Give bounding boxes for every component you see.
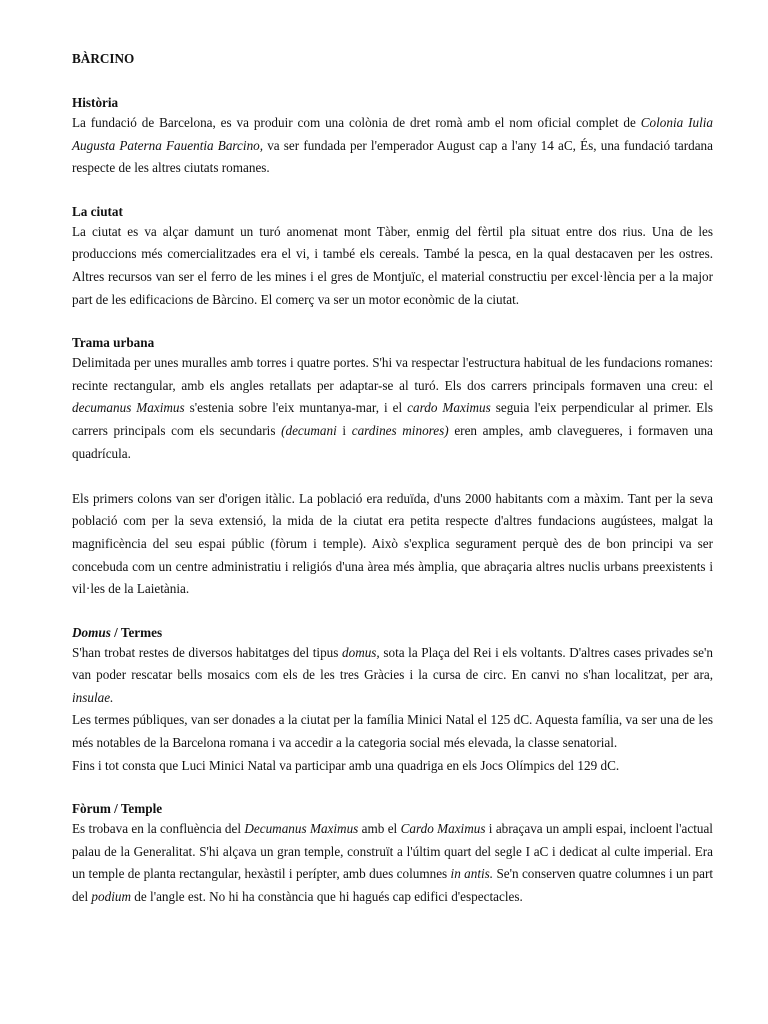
paragraph bbox=[72, 709, 713, 754]
text-run: i bbox=[336, 422, 352, 438]
section bbox=[72, 800, 713, 908]
document-body bbox=[72, 94, 713, 909]
text-run: Les termes públiques, van ser donades a la ciutat per la família Minici Natal el 125 dC. Aquesta família, va ser una de les més notables de la Barcelona romana i va accedir a la categoria social més elevada, la classe senatorial. bbox=[72, 712, 713, 751]
text-run: S'han trobat restes de diversos habitatges del tipus bbox=[72, 644, 342, 660]
text-run: Els primers colons van ser d'origen itàlic. La població era reduïda, d'uns 2000 habitants com a màxim. Tant per la seva població com per la seva extensió, la mida de la ciutat era petita respecte d'altres fundacions augústees, malgat la magnificència del seu espai públic (fòrum i temple). Això s'explica segurament perquè des de bon principi va ser concebuda com un centre administratiu i religiós d'una àrea més àmplia, que abraçaria altres nuclis urbans preexistents i vil·les de la Laietània. bbox=[72, 490, 713, 597]
paragraph bbox=[72, 755, 713, 778]
text-run: s'estenia sobre l'eix muntanya-mar, i el bbox=[184, 400, 408, 416]
text-run: eren amples, amb clavegueres, i formaven una quadrícula. bbox=[72, 422, 713, 461]
italic-text: (decumani bbox=[281, 422, 337, 438]
section-heading bbox=[72, 624, 713, 642]
italic-text: Cardo Maximus bbox=[400, 821, 486, 837]
text-run: Se'n conserven quatre columnes i un part del bbox=[72, 866, 713, 905]
italic-text: podium bbox=[91, 889, 131, 905]
document-title: BÀRCINO bbox=[72, 51, 135, 66]
section-heading: Fòrum / Temple bbox=[72, 801, 163, 817]
text-run: de l'angle est. No hi ha constància que hi hagués cap edifici d'espectacles. bbox=[130, 889, 523, 905]
italic-text: cardines minores) bbox=[351, 422, 449, 438]
italic-text: insulae. bbox=[72, 689, 114, 705]
italic-text: domus, bbox=[342, 644, 380, 660]
paragraph bbox=[72, 352, 713, 465]
section-heading: Trama urbana bbox=[72, 335, 155, 351]
section bbox=[72, 203, 713, 311]
document-page bbox=[72, 50, 713, 909]
paragraph bbox=[72, 112, 713, 180]
paragraph bbox=[72, 488, 713, 601]
text-run: Fins i tot consta que Luci Minici Natal va participar amb una quadriga en els Jocs Olímpics del 129 dC. bbox=[72, 757, 620, 773]
text-run: Delimitada per unes muralles amb torres i quatre portes. S'hi va respectar l'estructura habitual de les fundacions romanes: recinte rectangular, amb els angles retallats per adaptar-se al turó. Els dos carrers principals formaven una creu: el bbox=[72, 355, 713, 393]
paragraph bbox=[72, 642, 713, 710]
section-heading: La ciutat bbox=[72, 203, 123, 219]
section bbox=[72, 334, 713, 601]
italic-text: decumanus Maximus bbox=[72, 400, 185, 416]
text-run: amb el bbox=[358, 821, 401, 837]
section bbox=[72, 94, 713, 180]
text-run: i abraçava un ampli espai, incloent l'actual palau de la Generalitat. S'hi alçava un gran temple, construït a l'últim quart del segle I aC i dedicat al culte imperial. Era un temple de planta rectangular, hexàstil i perípter, amb dues columnes bbox=[72, 821, 713, 882]
italic-text: cardo Maximus bbox=[407, 400, 491, 416]
section-heading: Història bbox=[72, 95, 119, 110]
text-run: va ser fundada per l'emperador August cap a l'any 14 aC, És, una fundació tardana respecte de les altres ciutats romanes. bbox=[72, 137, 713, 176]
italic-text: Domus bbox=[72, 624, 111, 640]
text-run: La ciutat es va alçar damunt un turó anomenat mont Tàber, enmig del fèrtil pla situat entre dos rius. Una de les produccions més comercialitzades era el vi, i també els cereals. També la pesca, en la qual destacaven per les ostres. Altres recursos van ser el ferro de les mines i el gres de Montjuïc, el material constructiu per excel·lència per a la major part de les edificacions de Bàrcino. El comerç va ser un motor econòmic de la ciutat. bbox=[72, 223, 713, 307]
text-run: La fundació de Barcelona, es va produir com una colònia de dret romà amb el nom oficial complet de bbox=[72, 115, 641, 130]
text-run: seguia l'eix perpendicular al primer. Els carrers principals com els secundaris bbox=[72, 400, 713, 438]
paragraph bbox=[72, 818, 713, 908]
italic-text: Colonia Iulia Augusta Paterna Fauentia Barcino, bbox=[72, 115, 714, 153]
text-run: sota la Plaça del Rei i els voltants. D'altres cases privades se'n van poder rescatar bells mosaics com els de les tres Gràcies i la cursa de circ. En canvi no s'han localitzat, per ara, bbox=[72, 644, 713, 683]
italic-text: in antis. bbox=[450, 866, 494, 882]
italic-text: Decumanus Maximus bbox=[244, 821, 359, 837]
text-run: Es trobava en la confluència del bbox=[72, 821, 245, 837]
section bbox=[72, 624, 713, 778]
text-run: / Termes bbox=[110, 624, 163, 640]
paragraph bbox=[72, 221, 713, 311]
